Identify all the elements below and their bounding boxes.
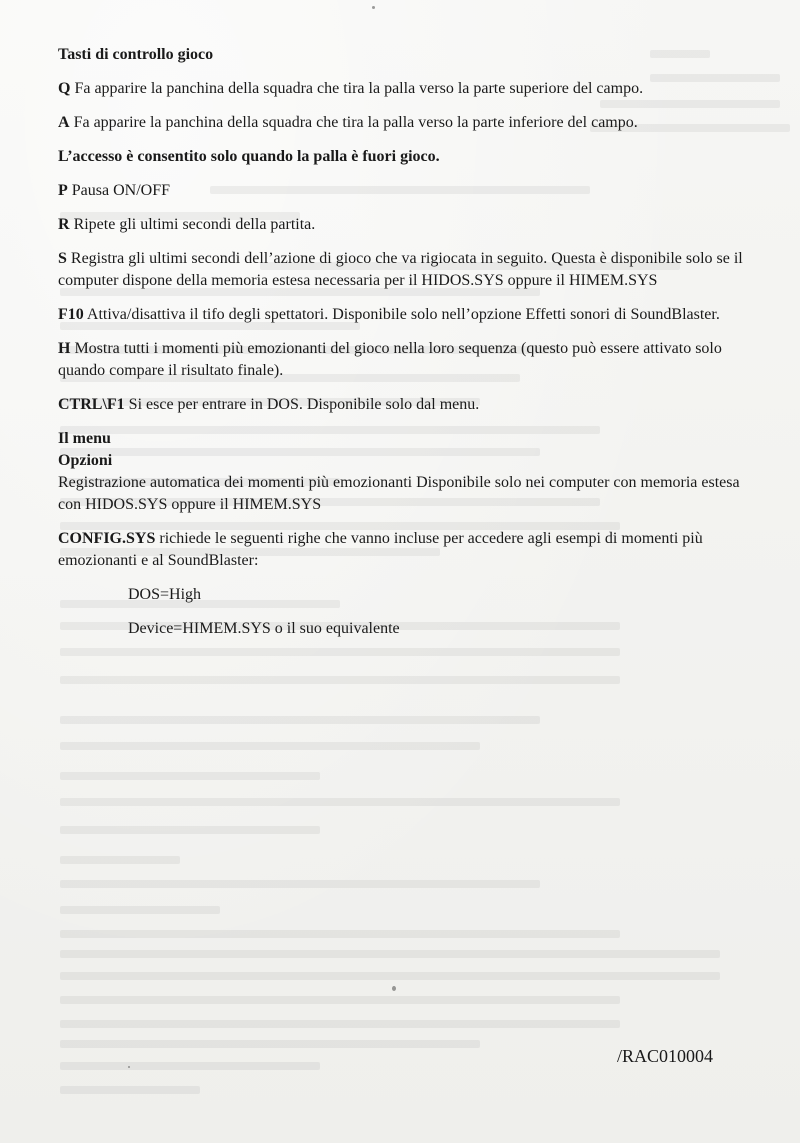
bleed-line — [60, 950, 720, 958]
config-line-device: Device=HIMEM.SYS o il suo equivalente — [128, 620, 400, 637]
key-description: Si esce per entrare in DOS. Disponibile solo dal menu. — [124, 396, 480, 413]
paper-speck — [392, 986, 396, 991]
key-entry-q — [58, 78, 748, 100]
bleed-line — [60, 856, 180, 864]
key-entry-p — [58, 180, 748, 202]
bleed-line — [60, 1062, 320, 1070]
key-description: Ripete gli ultimi secondi della partita. — [69, 216, 316, 233]
key-description: Fa apparire la panchina della squadra che tira la palla verso la parte inferiore del campo. — [69, 114, 638, 131]
key-entry-f10 — [58, 304, 748, 326]
document-reference-code: /RAC010004 — [617, 1046, 714, 1066]
bleed-line — [60, 1086, 200, 1094]
bleed-line — [60, 772, 320, 780]
bleed-line — [60, 930, 620, 938]
key-entry-ctrl-f1 — [58, 394, 748, 416]
bleed-line — [60, 906, 220, 914]
bleed-line — [60, 880, 540, 888]
key-entry-a — [58, 112, 748, 134]
access-note: L’accesso è consentito solo quando la palla è fuori gioco. — [58, 148, 440, 165]
bleed-line — [60, 742, 480, 750]
options-text: Registrazione automatica dei momenti più emozionanti Disponibile solo nei computer con memoria estesa con HIDOS.SYS oppure il HIMEM.SYS — [58, 474, 740, 513]
bleed-line — [60, 996, 620, 1004]
bleed-line — [60, 676, 620, 684]
options-heading: Opzioni — [58, 452, 113, 469]
document-body — [58, 44, 748, 640]
bleed-line — [60, 826, 320, 834]
key-entry-r — [58, 214, 748, 236]
config-line-dos: DOS=High — [128, 586, 202, 603]
key-label: P — [58, 182, 68, 199]
key-description: Fa apparire la panchina della squadra che tira la palla verso la parte superiore del campo. — [70, 80, 644, 97]
bleed-line — [60, 972, 720, 980]
key-label: F10 — [58, 306, 84, 323]
key-description: Attiva/disattiva il tifo degli spettatori. Disponibile solo nell’opzione Effetti sonori di SoundBlaster. — [83, 306, 720, 323]
key-description: Mostra tutti i momenti più emozionanti del gioco nella loro sequenza (questo può essere attivato solo quando compare il risultato finale). — [58, 340, 722, 379]
config-sys-label: CONFIG.SYS — [58, 530, 156, 547]
config-sys-entry — [58, 528, 748, 572]
page-title: Tasti di controllo gioco — [58, 46, 214, 63]
key-label: A — [58, 114, 70, 131]
key-label: R — [58, 216, 70, 233]
key-label: Q — [58, 80, 71, 97]
bleed-line — [60, 798, 620, 806]
bleed-line — [60, 648, 620, 656]
bleed-line — [60, 716, 540, 724]
key-entry-s — [58, 248, 748, 292]
paper-speck — [128, 1066, 130, 1068]
key-description: Pausa ON/OFF — [67, 182, 171, 199]
key-entry-h — [58, 338, 748, 382]
bleed-line — [60, 1020, 620, 1028]
config-sys-description: richiede le seguenti righe che vanno incluse per accedere agli esempi di momenti più emozionanti e al SoundBlaster: — [58, 530, 703, 569]
key-label: S — [58, 250, 67, 267]
bleed-line — [60, 1040, 480, 1048]
key-label: CTRL\F1 — [58, 396, 125, 413]
menu-heading: Il menu — [58, 430, 111, 447]
key-label: H — [58, 340, 71, 357]
paper-speck — [372, 6, 375, 9]
key-description: Registra gli ultimi secondi dell’azione di gioco che va rigiocata in seguito. Questa è disponibile solo se il computer dispone della memoria estesa necessaria per il HIDOS.SYS oppure il HIMEM.SYS — [58, 250, 743, 289]
